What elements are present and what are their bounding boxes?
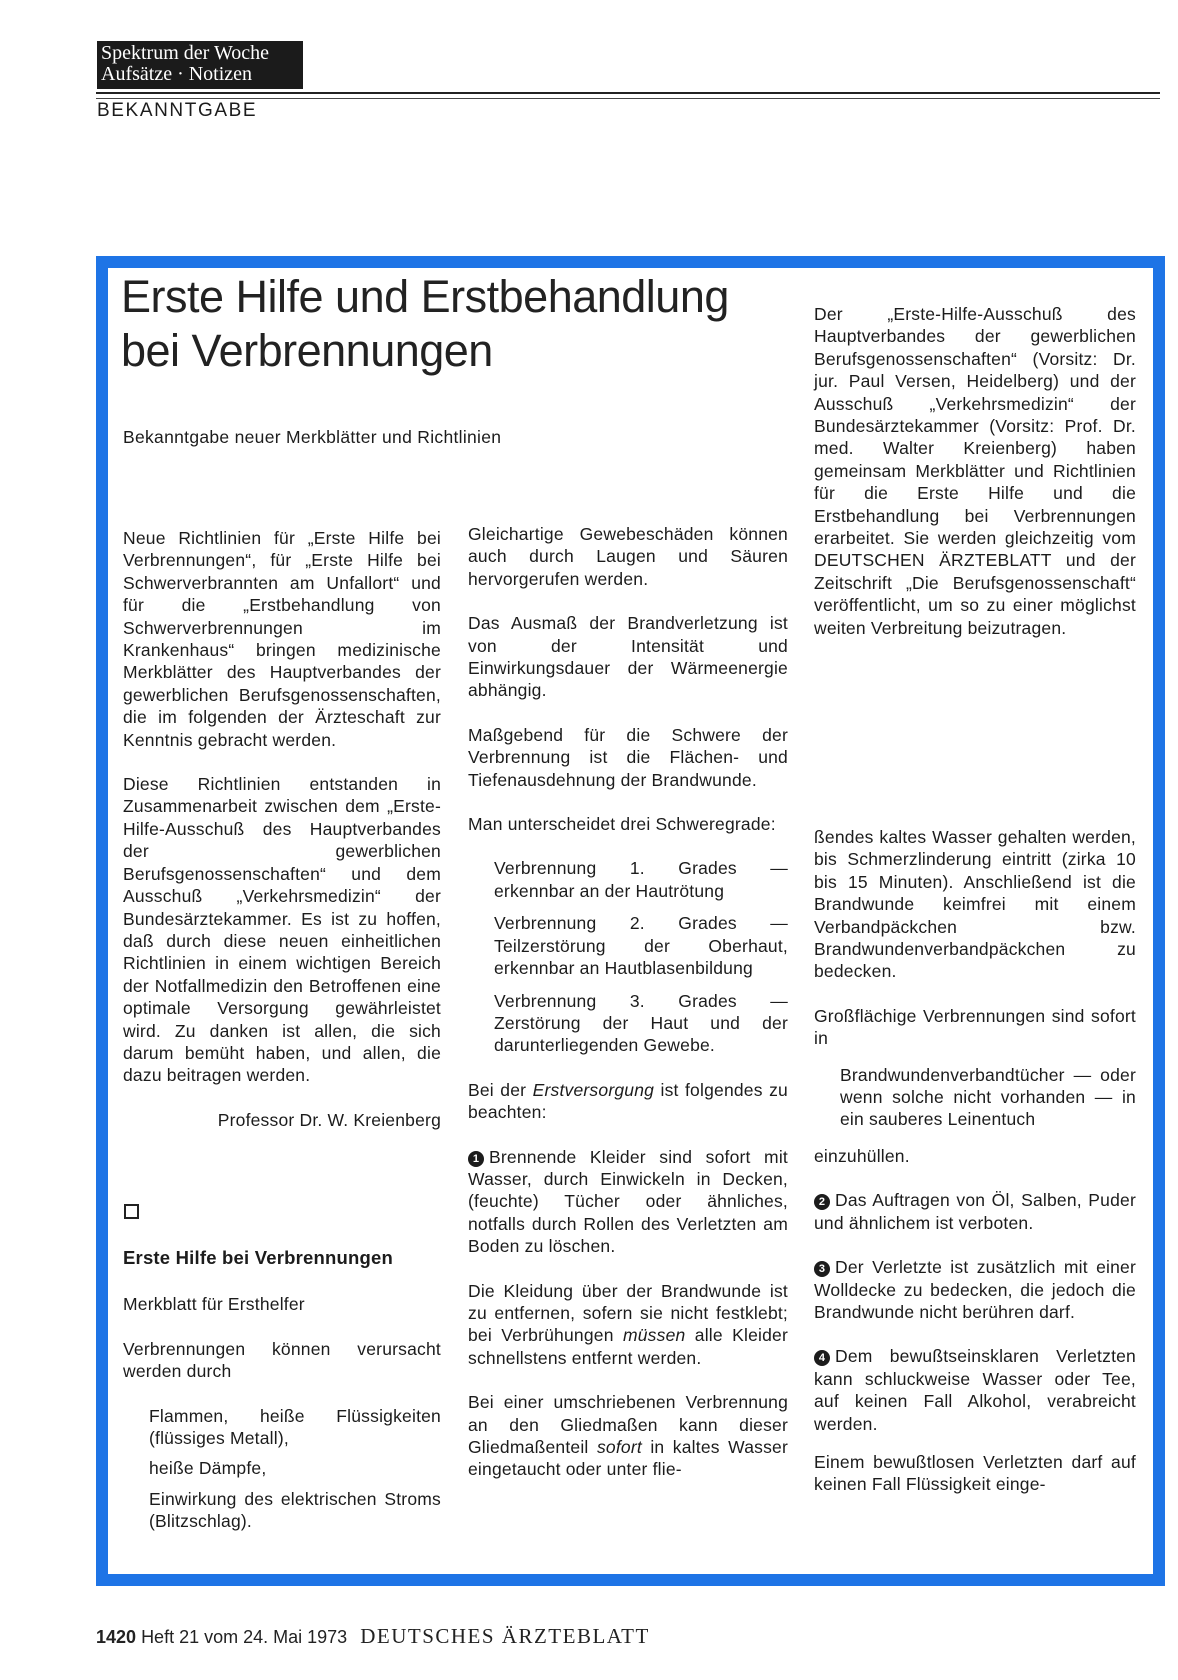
title-line-1: Erste Hilfe und Erstbehandlung	[121, 271, 729, 322]
col2-paragraph-3: Maßgebend für die Schwere der Verbrennung ist die Flächen- und Tiefenausdehnung der Brandwunde.	[468, 724, 788, 790]
col3-paragraph-2: ßendes kaltes Wasser gehalten werden, bis Schmerzlinderung eintritt (zirka 10 bis 15 Minuten). Anschließend ist die Brandwunde keimfrei mit einem Verbandpäckchen bzw. Brandwundenverbandpäckchen zu bedecken.	[814, 827, 1136, 982]
col1-paragraph-3: Verbrennungen können verursacht werden durch	[123, 1338, 441, 1382]
cause-item: heiße Dämpfe,	[149, 1458, 267, 1479]
col3-wrap-instruction: Brandwundenverbandtücher — oder wenn solche nicht vorhanden — in ein sauberes Leinentuch	[840, 1064, 1136, 1130]
grade-item: Verbrennung 2. Grades — Teilzerstörung der Oberhaut, erkennbar an Hautblasenbildung	[494, 913, 788, 979]
number-4-icon: 4	[814, 1350, 830, 1366]
p6-pre: Die Kleidung über der Brandwunde ist zu entfernen, sofern sie nicht festklebt; bei Verbrühungen	[468, 1280, 788, 1346]
col2-paragraph-2: Das Ausmaß der Brandverletzung ist von der Intensität und Einwirkungsdauer der Wärmeenergie abhängig.	[468, 613, 788, 701]
item-2-text: Das Auftragen von Öl, Salben, Puder und ähnlichem ist verboten.	[814, 1190, 1136, 1233]
numbered-item-2	[814, 1189, 1136, 1234]
p7-post: in kaltes Wasser eingetaucht oder unter flie-	[468, 1437, 789, 1480]
col2-paragraph-1: Gleichartige Gewebeschäden können auch durch Laugen und Säuren hervorgerufen werden.	[468, 524, 788, 589]
cause-item: Flammen, heiße Flüssigkeiten (flüssiges Metall),	[149, 1405, 441, 1449]
header-rule	[96, 92, 1160, 94]
col3-paragraph-6: Einem bewußtlosen Verletzten darf auf keinen Fall Flüssigkeit einge-	[814, 1451, 1136, 1495]
numbered-item-3	[814, 1256, 1136, 1323]
col2-paragraph-5	[468, 1079, 788, 1124]
header-rule-thin	[96, 98, 1160, 99]
section-subheading: Merkblatt für Ersthelfer	[123, 1294, 305, 1315]
col2-paragraph-6	[468, 1280, 788, 1370]
p5-emphasis: Erstversorgung	[532, 1079, 655, 1100]
cause-item: Einwirkung des elektrischen Stroms (Blitzschlag).	[149, 1488, 441, 1532]
signature: Professor Dr. W. Kreienberg	[217, 1109, 441, 1130]
col2-paragraph-7	[468, 1391, 788, 1481]
col1-paragraph-1: Neue Richtlinien für „Erste Hilfe bei Verbrennungen“, für „Erste Hilfe bei Schwerverbrannten am Unfallort“ und für die „Erstbehandlung von Schwerverbrennungen im Krankenhaus“ bringen medizinische Merkblätter des Hauptverbandes der gewerblichen Berufsgenossenschaften, die im folgenden der Ärzteschaft zur Kenntnis gebracht werden.	[123, 528, 441, 750]
p6-emphasis: müssen	[622, 1325, 686, 1346]
col3-text	[814, 826, 1136, 1496]
p5-post: ist folgendes zu beachten:	[468, 1079, 788, 1123]
col2-paragraph-4: Man unterscheidet drei Schweregrade:	[468, 814, 776, 835]
grade-item: Verbrennung 3. Grades — Zerstörung der Haut und der darunterliegenden Gewebe.	[494, 990, 788, 1056]
item-4-text: Dem bewußtseinsklaren Verletzten kann schluckweise Wasser oder Tee, auf keinen Fall Alkohol, verabreicht werden.	[814, 1346, 1136, 1434]
col3-editorial-note	[814, 303, 1136, 639]
article-title	[121, 270, 821, 378]
p5-pre: Bei der	[468, 1079, 533, 1100]
col2-text	[468, 523, 788, 1481]
numbered-item-1	[468, 1146, 788, 1258]
col1-section	[123, 1247, 441, 1533]
section-label	[97, 41, 303, 89]
title-line-2: bei Verbrennungen	[121, 325, 493, 376]
col3-paragraph-1: Der „Erste-Hilfe-Ausschuß des Hauptverbandes der gewerblichen Berufsgenossenschaften“ (Vorsitz: Dr. jur. Paul Versen, Heidelberg) und der Ausschuß „Verkehrsmedizin“ der Bundesärztekammer (Vorsitz: Prof. Dr. med. Walter Kreienberg) haben gemeinsam Merkblätter und Richtlinien für die Erste Hilfe und die Erstbehandlung bei Verbrennungen erarbeitet. Sie werden gleichzeitig vom DEUTSCHEN ÄRZTEBLATT und der Zeitschrift „Die Berufsgenossenschaft“ veröffentlicht, um so zu einer möglichst weiten Verbreitung beizutragen.	[814, 304, 1136, 638]
p6-post: alle Kleider schnellstens entfernt werden.	[468, 1325, 788, 1368]
section-heading: Erste Hilfe bei Verbrennungen	[123, 1247, 394, 1268]
col3-paragraph-5: einzuhüllen.	[814, 1145, 910, 1166]
col1-paragraph-2: Diese Richtlinien entstanden in Zusammenarbeit zwischen dem „Erste-Hilfe-Ausschuß des Hauptverbandes der gewerblichen Berufsgenossenschaften“ und dem Ausschuß „Verkehrsmedizin“ der Bundesärztekammer. Es ist zu hoffen, daß durch diese neuen einheitlichen Richtlinien in einem wichtigen Bereich der Notfallmedizin den Betroffenen eine optimale Versorgung gewährleistet wird. Zu danken ist allen, die sich darum bemüht haben, und allen, die dazu beitragen werden.	[123, 774, 441, 1086]
grade-item: Verbrennung 1. Grades — erkennbar an der Hautrötung	[494, 858, 788, 901]
p7-emphasis: sofort	[596, 1437, 642, 1457]
numbered-item-4	[814, 1345, 1136, 1435]
page-number: 1420	[96, 1627, 137, 1647]
section-marker-box	[124, 1204, 139, 1219]
p7-pre: Bei einer umschriebenen Verbrennung an den Gliedmaßen kann dieser Gliedmaßenteil	[468, 1392, 788, 1457]
article-subtitle: Bekanntgabe neuer Merkblätter und Richtlinien	[123, 427, 502, 447]
col3-paragraph-3: Großflächige Verbrennungen sind sofort in	[814, 1005, 1136, 1049]
page-footer	[96, 1624, 650, 1649]
journal-name: DEUTSCHES ÄRZTEBLATT	[360, 1624, 650, 1648]
number-2-icon: 2	[814, 1194, 830, 1210]
number-3-icon: 3	[814, 1261, 830, 1277]
item-1-text: Brennende Kleider sind sofort mit Wasser, durch Einwickeln in Decken, (feuchte) Tücher oder ähnliches, notfalls durch Rollen des Verletzten am Boden zu löschen.	[468, 1146, 788, 1257]
section-label-line2: Aufsätze · Notizen	[101, 63, 253, 85]
number-1-icon: 1	[468, 1151, 484, 1167]
item-3-text: Der Verletzte ist zusätzlich mit einer Wolldecke zu bedecken, die jedoch die Brandwunde nicht berühren darf.	[814, 1257, 1136, 1322]
issue-info: Heft 21 vom 24. Mai 1973	[141, 1627, 348, 1647]
article-kind: BEKANNTGABE	[97, 100, 258, 121]
section-label-line1: Spektrum der Woche	[101, 42, 269, 64]
col1-intro	[123, 527, 441, 1131]
